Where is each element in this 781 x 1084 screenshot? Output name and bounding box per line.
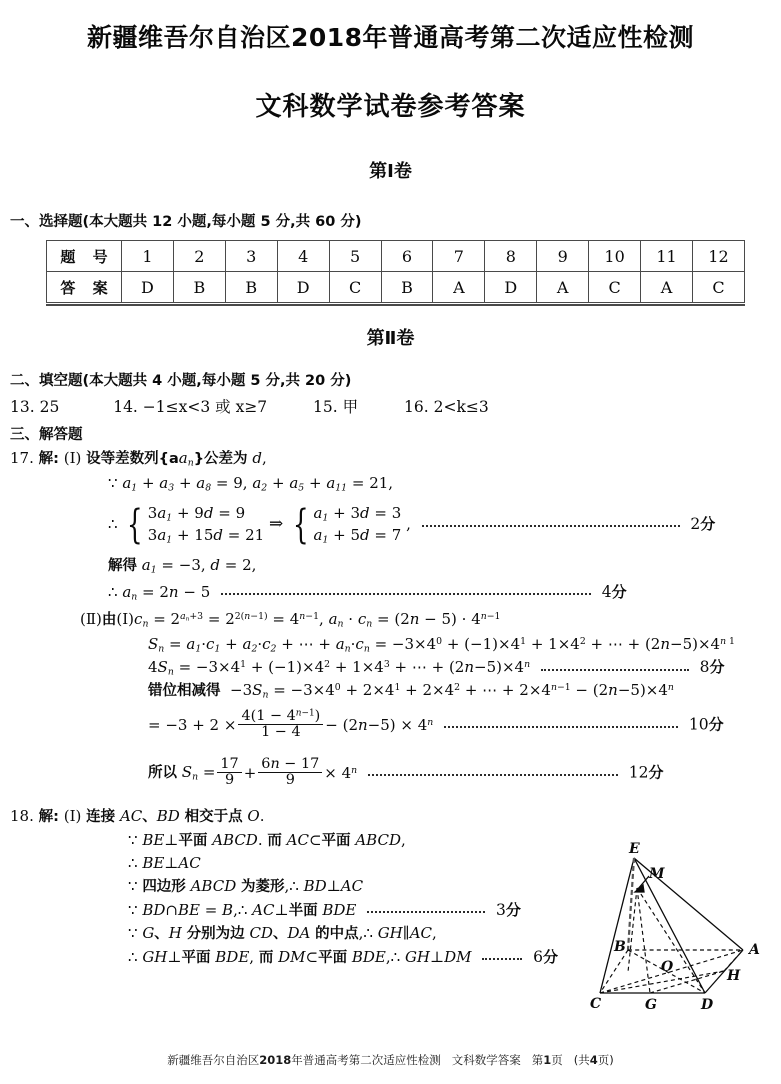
p17-leader-10: [444, 719, 678, 728]
p17-system-right: { $a_1 + 3d = 3$ $a_1 + 5d = 7$: [292, 501, 402, 548]
q16-label: 16.: [404, 398, 429, 416]
choice-answer-table-wrapper: [0, 240, 781, 303]
footer-page-suffix: 页: [551, 1053, 563, 1067]
fill-in-answers-row: [0, 395, 781, 417]
table-cell-answer: D: [485, 272, 537, 303]
p17-score-8: 8分: [699, 658, 725, 677]
table-cell-number: 6: [381, 241, 433, 272]
p17-solve-word: 解:: [38, 451, 59, 467]
page-title: 新疆维吾尔自治区2018年普通高考第二次适应性检测: [86, 23, 695, 52]
p17-leader-2: [422, 518, 680, 527]
table-cell-number: 2: [173, 241, 225, 272]
choice-answer-table: [46, 240, 745, 303]
p18-leader-6: [482, 951, 522, 960]
p17-fraction-1: $\frac{4(1 - 4^{n-1})}{1 - 4}$: [238, 709, 323, 740]
page-subtitle: 文科数学试卷参考答案: [255, 92, 526, 122]
p17-line-eq: = −3 + 2 × $\frac{4(1 - 4^{n-1})}{1 - 4}$ − $(2n-5) \times 4^n$ 10分: [148, 708, 724, 741]
footer-text-a: 新疆维吾尔自治区: [167, 1053, 260, 1067]
q15-value: 甲: [342, 398, 359, 416]
table-cell-answer: A: [641, 272, 693, 303]
table-cell-answer: C: [589, 272, 641, 303]
table-bottom-rule: [46, 304, 745, 306]
figure-label-O: O: [661, 959, 674, 975]
p17-number: 17.: [10, 449, 34, 467]
p17-part1-text: 设等差数列{a: [86, 451, 179, 467]
p17-score-12: 12分: [628, 763, 664, 782]
p18-score-6: 6分: [533, 947, 558, 966]
table-cell-number: 11: [641, 241, 693, 272]
footer-page-num: 1: [543, 1053, 552, 1067]
table-header-answer: 答 案: [47, 272, 122, 303]
p18-score-3: 3分: [495, 900, 521, 919]
figure-label-G: G: [645, 997, 657, 1012]
p17-score-4: 4分: [601, 582, 627, 601]
table-cell-number: 3: [225, 241, 277, 272]
p17-line-final: 所以 $S_n$ = $\frac{17}{9}$ + $\frac{6n - 17}{9}$ × $4^n$ 12分: [148, 756, 664, 789]
section-1-heading: 一、选择题(本大题共 12 小题,每小题 5 分,共 60 分): [10, 214, 362, 230]
table-cell-number: 9: [537, 241, 589, 272]
figure-label-E: E: [629, 841, 640, 857]
figure-label-C: C: [590, 996, 602, 1012]
footer-total-num: 4: [589, 1053, 598, 1067]
table-cell-number: 10: [589, 241, 641, 272]
q14-label: 14.: [113, 398, 138, 416]
table-cell-answer: B: [173, 272, 225, 303]
answer-sheet-page: [0, 18, 781, 1084]
p17-fraction-3: $\frac{6n - 17}{9}$: [258, 757, 322, 788]
footer-text-c: 文科数学答案: [451, 1053, 521, 1067]
table-cell-answer: C: [692, 272, 744, 303]
table-cell-answer: A: [537, 272, 589, 303]
table-cell-number: 8: [485, 241, 537, 272]
p17-leader-4: [221, 586, 591, 595]
p17-line-given: ∵ $a_1 + a_3 + a_8 = 9$, $a_2 + a_5 + a_{11} = 21$,: [108, 473, 394, 494]
p18-solve-word: 解:: [38, 809, 59, 826]
p17-score-10: 10分: [688, 715, 724, 734]
table-cell-number: 1: [122, 241, 174, 272]
p17-line-system: ∴ { $3a_1 + 9d = 9$ $3a_1 + 15d = 21$ ⇒ { $a_1 + 3d = 3$ $a_1 + 5d = 7$ , 2分: [108, 501, 716, 548]
p18-line-4: ∵ 四边形 ABCD 为菱形,∴ BD⊥AC: [128, 877, 364, 896]
figure-label-M: M: [649, 866, 665, 882]
q16-value: 2<k≤3: [433, 398, 489, 416]
figure-label-B: B: [614, 939, 626, 955]
table-cell-answer: D: [277, 272, 329, 303]
table-cell-answer: B: [381, 272, 433, 303]
p17-subtract-word: 错位相减得: [148, 683, 221, 700]
figure-label-H: H: [727, 968, 741, 984]
p18-line-2: ∵ BE⊥平面 ABCD. 而 AC⊂平面 ABCD,: [128, 830, 406, 849]
p18-part1-label: (Ⅰ): [63, 807, 82, 826]
table-cell-answer: D: [122, 272, 174, 303]
p18-leader-3: [367, 904, 485, 913]
p17-line-an: ∴ $a_n = 2n - 5$ 4分: [108, 582, 627, 603]
problem-17: [0, 451, 781, 800]
q13-label: 13.: [10, 398, 35, 416]
p17-leader-8: [541, 661, 689, 670]
table-cell-number: 5: [329, 241, 381, 272]
p18-line-6: ∵ G、H 分别为边 CD、DA 的中点,∴ GH∥AC,: [128, 924, 437, 943]
p18-line-1: 18. 解: (Ⅰ) 连接 AC、BD 相交于点 O.: [10, 807, 265, 826]
table-header-number: 题 号: [47, 241, 122, 272]
geometry-figure: [577, 840, 772, 1012]
p17-line-subtract: 错位相减得 $-3S_n = -3\times 4^0 + 2\times 4^1 + 2\times 4^2$ + ⋯ + $2\times 4^{n-1} - (2n-5)\times 4^n$: [148, 681, 674, 701]
p17-part1-text-b: }公差为: [193, 451, 248, 467]
volume-1-heading: 第Ⅰ卷: [369, 161, 412, 182]
p17-line-4sn: $4S_n = -3\times 4^1 + (-1)\times 4^2 + 1\times 4^3$ + ⋯ + $(2n-5)\times 4^n$ 8分: [148, 658, 725, 678]
p17-fraction-2: $\frac{17}{9}$: [217, 757, 241, 788]
p17-line-cn: (Ⅱ)由$(Ⅰ)c_n = 2^{a_n+3} = 2^{2(n-1)} = 4^{n-1}$, $a_n \cdot c_n = (2n - 5) \cdot 4^{n-1}$: [80, 609, 501, 630]
q13-value: 25: [39, 398, 60, 416]
section-2-heading: 二、填空题(本大题共 4 小题,每小题 5 分,共 20 分): [10, 373, 352, 389]
p17-leader-12: [368, 767, 618, 776]
table-cell-answer: C: [329, 272, 381, 303]
p18-line-7: ∴ GH⊥平面 BDE, 而 DM⊂平面 BDE,∴ GH⊥DM 6分: [128, 947, 558, 966]
table-cell-number: 7: [433, 241, 485, 272]
q14-value: −1≤x<3 或 x≥7: [142, 398, 268, 416]
p17-system-left: { $3a_1 + 9d = 9$ $3a_1 + 15d = 21$: [127, 501, 265, 548]
figure-label-A: A: [749, 942, 760, 958]
table-cell-number: 4: [277, 241, 329, 272]
p17-line-1: 17. 解: (Ⅰ) 设等差数列$\{aa_n\}$公差为 d,: [10, 449, 267, 469]
table-cell-number: 12: [692, 241, 744, 272]
p18-number: 18.: [10, 807, 34, 826]
p17-line-solved: 解得 $a_1 = -3$, d = 2,: [108, 555, 257, 576]
table-row-numbers: [47, 241, 745, 272]
footer-page-prefix: 第: [531, 1053, 544, 1067]
footer-total-suffix: 页): [597, 1053, 614, 1067]
footer-text-b: 年普通高考第二次适应性检测: [291, 1053, 441, 1067]
figure-label-D: D: [701, 997, 714, 1012]
table-row-answers: [47, 272, 745, 303]
p17-part2-label: (Ⅱ): [80, 609, 102, 628]
table-cell-answer: A: [433, 272, 485, 303]
volume-2-heading: 第Ⅱ卷: [366, 328, 415, 349]
p17-part1-label: (Ⅰ): [63, 449, 82, 467]
p17-score-2: 2分: [690, 514, 716, 533]
section-3-heading: 三、解答题: [10, 427, 83, 443]
footer-total-prefix: (共: [573, 1053, 590, 1067]
p18-line-5: ∵ BD∩BE = B,∴ AC⊥半面 BDE 3分: [128, 900, 521, 919]
table-cell-answer: B: [225, 272, 277, 303]
footer-year: 2018: [259, 1053, 292, 1067]
p18-line-3: ∴ BE⊥AC: [128, 854, 201, 873]
q15-label: 15.: [313, 398, 338, 416]
p17-line-sn: $S_n = a_1\cdot c_1 + a_2\cdot c_2$ + ⋯ + $a_n\cdot c_n = -3\times 4^0 + (-1)\times 4^1 + 1\times 4^2$ + ⋯ + $(2n-5)\times 4^{n 1}$: [148, 635, 735, 656]
